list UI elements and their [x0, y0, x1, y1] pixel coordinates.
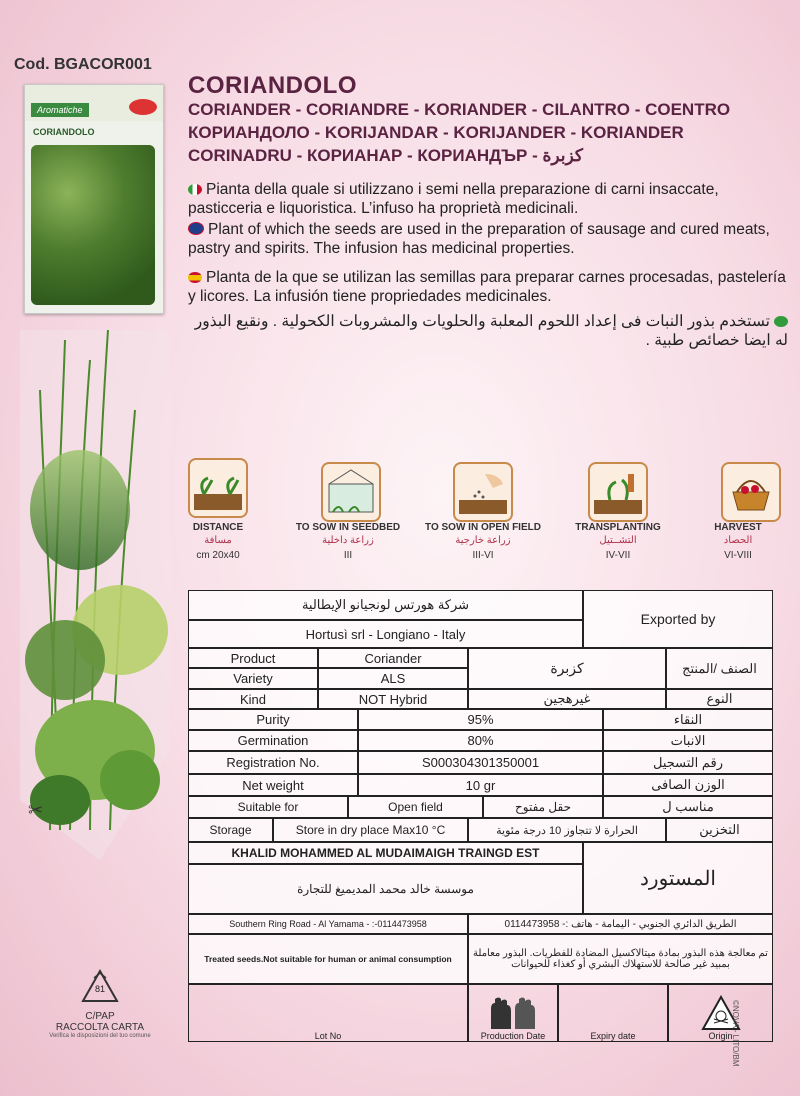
packet-tag: Aromatiche — [31, 103, 89, 117]
step-label-seedbed: TO SOW IN SEEDBED — [295, 522, 401, 533]
suitable-label: Suitable for — [188, 796, 348, 818]
sprouts-icon — [188, 458, 248, 518]
desc-ar: تستخدم بذور النبات فى إعداد اللحوم المعلبة والحلويات والمشروبات الكحولية . ونقيع البذور له ايضا خصائص طبية . — [194, 313, 788, 349]
origin-cell — [668, 984, 773, 1042]
seed-packet-image — [24, 84, 164, 314]
plants-illustration — [20, 330, 170, 860]
product-label-ar: الصنف /المنتج — [666, 648, 773, 689]
address-ar: الطريق الدائري الجنوبي - اليمامة - هاتف :- 0114473958 — [468, 914, 773, 934]
recycle-text: RACCOLTA CARTA — [55, 1022, 145, 1033]
kind-label-ar: النوع — [666, 689, 773, 709]
desc-es: Planta de la que se utilizan las semillas para preparar carnes procesadas, pastelería y licores. La infusión tiene propriedades medicinales. — [188, 269, 786, 305]
side-code: ©NOVA - LITO/BM — [731, 1000, 740, 1067]
expiry-cell — [558, 984, 668, 1042]
suitable-ar: مناسب ل — [603, 796, 773, 818]
address: Southern Ring Road - Al Yamama - :-0114473958 — [188, 914, 468, 934]
importer-label-ar: المستورد — [583, 842, 773, 914]
variety-value: ALS — [318, 668, 468, 689]
purity-ar: النقاء — [603, 709, 773, 730]
suitable-value-ar: حقل مفتوح — [483, 796, 603, 818]
flag-it-icon — [188, 184, 202, 195]
variety-label: Variety — [188, 668, 318, 689]
step-value-open-field: III-VI — [472, 550, 494, 561]
storage-ar: التخزين — [666, 818, 773, 842]
packet-name: CORIANDOLO — [33, 127, 95, 137]
product-value: Coriander — [318, 648, 468, 668]
importer-ar: موسسة خالد محمد المديميغ للتجارة — [188, 864, 583, 914]
step-ar-seedbed: زراعة داخلية — [322, 535, 374, 546]
step-ar-transplanting: التشــتيل — [599, 535, 637, 546]
recycle-code: 81 — [94, 984, 105, 994]
page-title: CORIANDOLO — [188, 72, 357, 99]
company: Hortusì srl - Longiano - Italy — [188, 620, 583, 648]
importer: KHALID MOHAMMED AL MUDAIMAIGH TRAINGD EST — [188, 842, 583, 864]
gloves-icon — [485, 995, 541, 1031]
germination-value: 80% — [358, 730, 603, 751]
step-label-transplanting: TRANSPLANTING — [575, 522, 661, 533]
germination-ar: الانبات — [603, 730, 773, 751]
flag-ar-icon — [774, 316, 788, 327]
greenhouse-icon — [321, 462, 381, 522]
step-value-transplanting: IV-VII — [605, 550, 631, 561]
names-line-2: КОРИАНДОЛО - KORIJANDAR - KORIJANDER - KORIANDER — [188, 123, 684, 142]
weight-ar: الوزن الصافى — [603, 774, 773, 796]
weight-label: Net weight — [188, 774, 358, 796]
kind-ar: غيرهجين — [468, 689, 666, 709]
lot-label: Lot No — [314, 1031, 342, 1041]
suitable-value: Open field — [348, 796, 483, 818]
weight-value: 10 gr — [358, 774, 603, 796]
step-ar-distance: مسافة — [204, 535, 232, 546]
product-code: Cod. BGACOR001 — [14, 56, 152, 73]
product-label: Product — [188, 648, 318, 668]
step-value-harvest: VI-VIII — [724, 550, 752, 561]
expiry-label: Expiry date — [590, 1031, 636, 1041]
brand-logo — [129, 99, 157, 115]
desc-en: Plant of which the seeds are used in the preparation of sausage and cured meats, pastry and spirits. The infusion has medicinal properties. — [188, 221, 770, 257]
production-cell — [468, 984, 558, 1042]
hand-sowing-icon — [453, 462, 513, 522]
step-ar-open-field: زراعة خارجية — [455, 535, 511, 546]
step-value-seedbed: III — [343, 550, 353, 561]
recycle-type: C/PAP — [85, 1011, 115, 1022]
step-ar-harvest: الحصاد — [723, 535, 753, 546]
lot-cell — [188, 984, 468, 1042]
recycle-small: Verifica le disposizioni del tuo comune — [49, 1033, 151, 1039]
exported-by: Exported by — [583, 590, 773, 648]
registration-label: Registration No. — [188, 751, 358, 774]
basket-icon — [721, 462, 781, 522]
registration-ar: رقم التسجيل — [603, 751, 773, 774]
info-table — [188, 590, 773, 1050]
names-line-3: CORINADRU - КОРИАНАР - КОРИАНДЪР - كزبرة — [188, 146, 583, 165]
recycle-mark — [50, 968, 150, 1039]
flag-es-icon — [188, 272, 202, 283]
treated-notice-ar: تم معالجة هذه البذور بمادة ميتالاكسيل المضادة للفطريات. البذور معاملة بمبيد غير صالحة للاستهلاك البشري أو كغذاء للحيوانات — [468, 934, 773, 984]
storage-label: Storage — [188, 818, 273, 842]
growing-steps — [188, 458, 778, 573]
germination-label: Germination — [188, 730, 358, 751]
kind-label: Kind — [188, 689, 318, 709]
desc-it: Pianta della quale si utilizzano i semi nella preparazione di carni insaccate, pasticceria e liquoristica. L’infuso ha proprietà medicinali. — [188, 181, 719, 217]
purity-value: 95% — [358, 709, 603, 730]
company-ar: شركة هورتس لونجيانو الإيطالية — [188, 590, 583, 620]
product-ar: كزبرة — [468, 648, 666, 689]
step-value-distance: cm 20x40 — [196, 550, 240, 561]
treated-notice: Treated seeds.Not suitable for human or animal consumption — [188, 934, 468, 984]
production-label: Production Date — [480, 1031, 546, 1041]
step-label-distance: DISTANCE — [192, 522, 244, 533]
names-line-1: CORIANDER - CORIANDRE - KORIANDER - CILANTRO - COENTRO — [188, 100, 731, 119]
origin-label: Origin — [708, 1031, 733, 1041]
transplant-icon — [588, 462, 648, 522]
registration-value: S000304301350001 — [358, 751, 603, 774]
storage-value-ar: الحرارة لا تتجاوز 10 درجة مئوية — [468, 818, 666, 842]
storage-value: Store in dry place Max10 °C — [273, 818, 468, 842]
flag-uk-icon — [188, 222, 204, 235]
step-label-open-field: TO SOW IN OPEN FIELD — [425, 522, 541, 533]
purity-label: Purity — [188, 709, 358, 730]
scissors-icon: ✂ — [28, 800, 44, 820]
kind-value: NOT Hybrid — [318, 689, 468, 709]
step-label-harvest: HARVEST — [714, 522, 762, 533]
herb-photo — [31, 145, 155, 305]
